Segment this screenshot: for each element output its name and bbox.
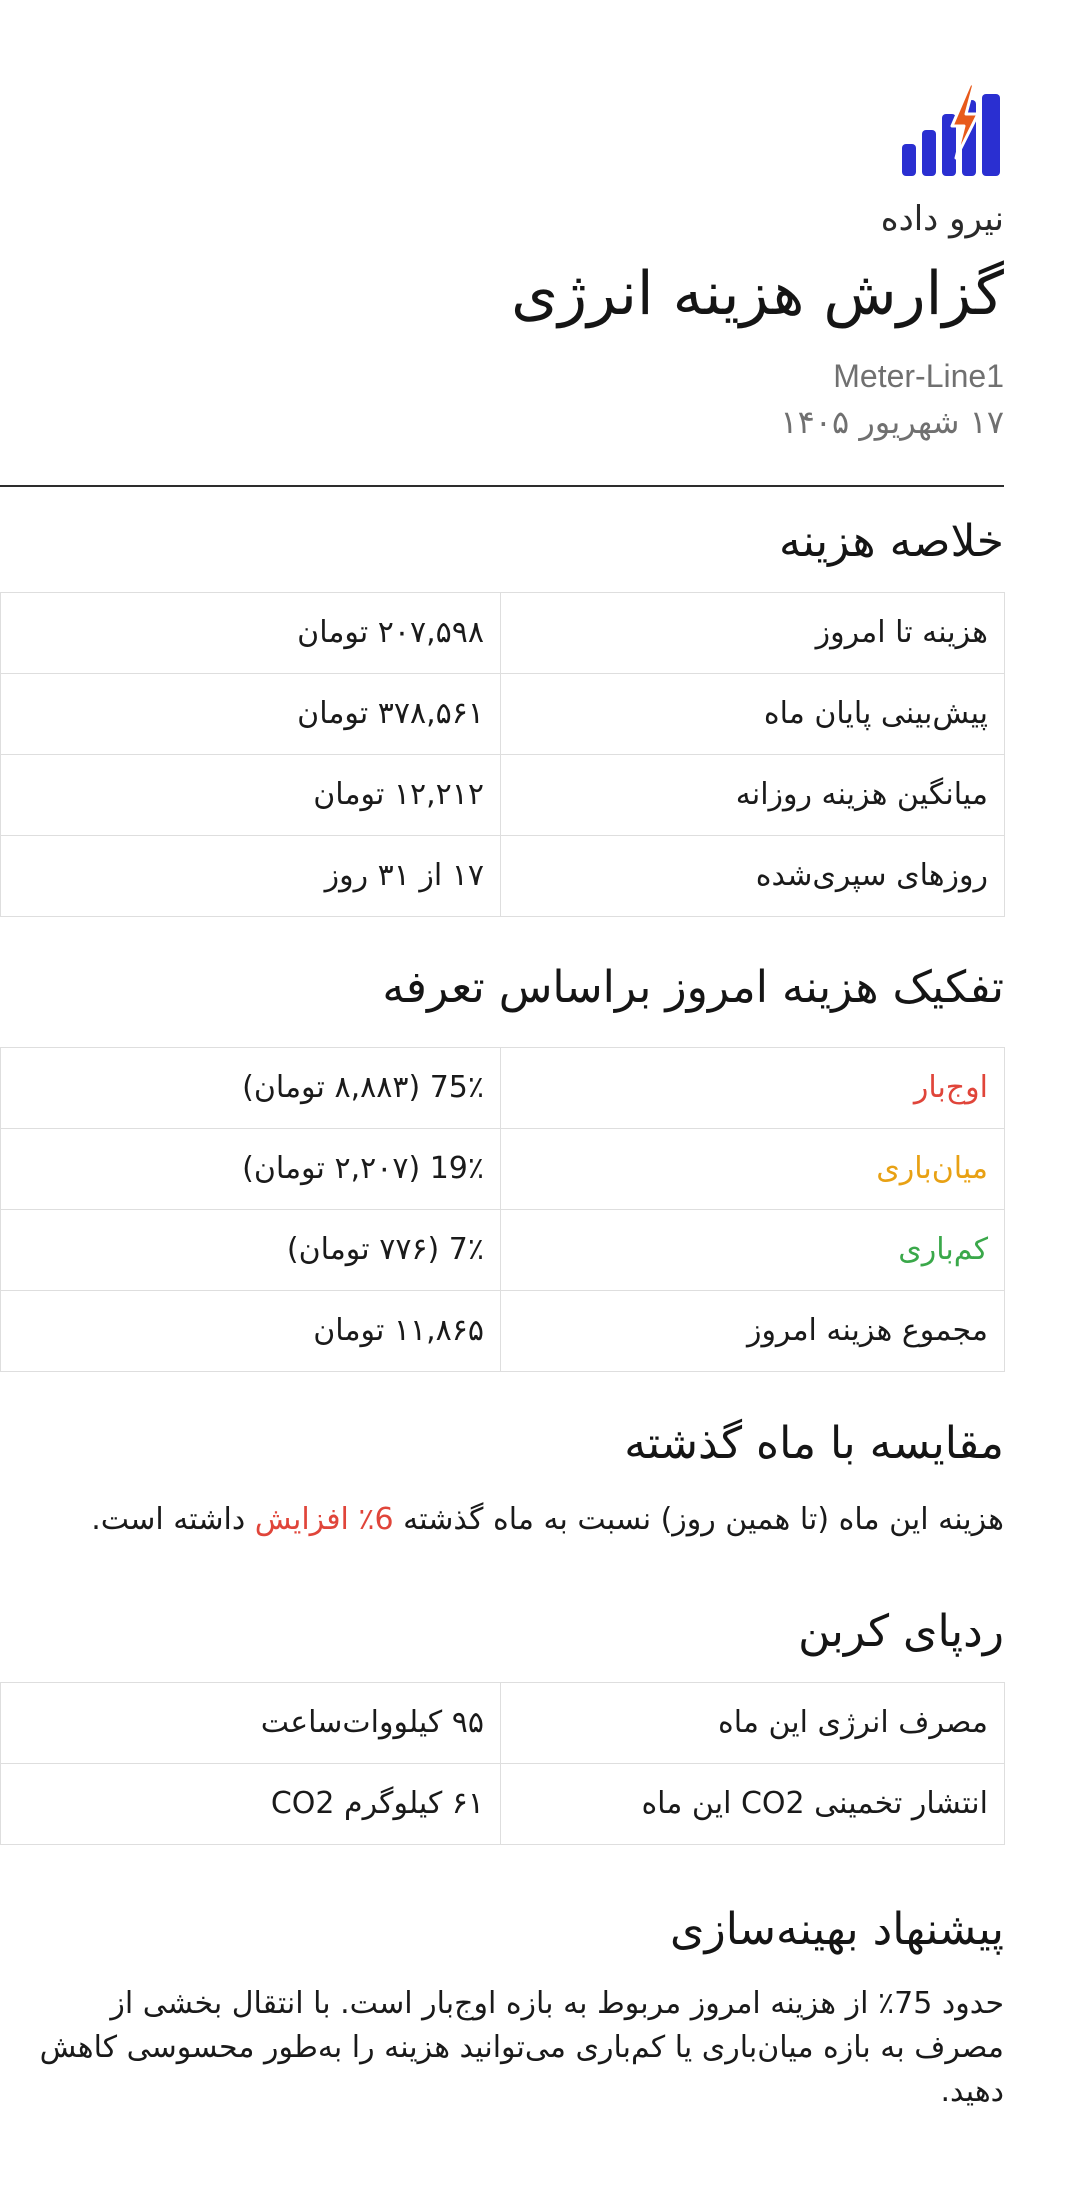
table-row	[1, 755, 1005, 836]
report-date: ۱۷ شهریور ۱۴۰۵	[780, 403, 1004, 441]
cost-summary-table	[0, 592, 1005, 917]
comparison-highlight: 6٪ افزایش	[254, 1502, 394, 1537]
comparison-text-after: داشته است.	[91, 1502, 255, 1537]
table-row	[1, 1291, 1005, 1372]
daily-average-label: میانگین هزینه روزانه	[501, 755, 1005, 836]
today-total-value: ۱۱,۸۶۵ تومان	[1, 1291, 501, 1372]
daily-average-value: ۱۲,۲۱۲ تومان	[1, 755, 501, 836]
days-elapsed-label: روزهای سپری‌شده	[501, 836, 1005, 917]
table-row	[1, 593, 1005, 674]
comparison-text	[0, 1498, 1004, 1542]
comparison-text-before: هزینه این ماه (تا همین روز) نسبت به ماه گذشته	[393, 1502, 1004, 1537]
report-header	[0, 82, 1004, 444]
table-row	[1, 836, 1005, 917]
low-tariff-label: کم‌باری	[501, 1210, 1005, 1291]
cost-summary-title: خلاصه هزینه	[779, 516, 1004, 567]
table-row	[1, 1129, 1005, 1210]
report-title: گزارش هزینه انرژی	[511, 259, 1004, 329]
mid-tariff-label: میان‌باری	[501, 1129, 1005, 1210]
meter-id: Meter-Line1	[833, 358, 1004, 394]
low-tariff-value: 7٪ (۷۷۶ تومان)	[1, 1210, 501, 1291]
tariff-breakdown-table	[0, 1047, 1005, 1372]
peak-tariff-label: اوج‌بار	[501, 1048, 1005, 1129]
cost-to-date-value: ۲۰۷,۵۹۸ تومان	[1, 593, 501, 674]
carbon-footprint-title: ردپای کربن	[798, 1606, 1004, 1657]
table-row	[1, 1683, 1005, 1764]
brand-name: نیرو داده	[880, 199, 1004, 239]
mid-tariff-value: 19٪ (۲,۲۰۷ تومان)	[1, 1129, 501, 1210]
month-end-forecast-value: ۳۷۸,۵۶۱ تومان	[1, 674, 501, 755]
header-divider	[0, 485, 1004, 487]
monthly-co2-value: ۶۱ کیلوگرم CO2	[1, 1764, 501, 1845]
monthly-co2-label: انتشار تخمینی CO2 این ماه	[501, 1764, 1005, 1845]
month-end-forecast-label: پیش‌بینی پایان ماه	[501, 674, 1005, 755]
monthly-energy-value: ۹۵ کیلووات‌ساعت	[1, 1683, 501, 1764]
energy-chart-logo-icon	[900, 82, 1004, 178]
cost-to-date-label: هزینه تا امروز	[501, 593, 1005, 674]
peak-tariff-value: 75٪ (۸,۸۸۳ تومان)	[1, 1048, 501, 1129]
table-row	[1, 674, 1005, 755]
monthly-energy-label: مصرف انرژی این ماه	[501, 1683, 1005, 1764]
optimization-title: پیشنهاد بهینه‌سازی	[670, 1904, 1004, 1955]
comparison-title: مقایسه با ماه گذشته	[624, 1418, 1004, 1469]
table-row	[1, 1210, 1005, 1291]
days-elapsed-value: ۱۷ از ۳۱ روز	[1, 836, 501, 917]
tariff-breakdown-title: تفکیک هزینه امروز براساس تعرفه	[382, 962, 1004, 1013]
optimization-text: حدود 75٪ از هزینه امروز مربوط به بازه اوج‌بار است. با انتقال بخشی از مصرف به بازه میان‌باری یا کم‌باری می‌توانید هزینه را به‌طور محسوسی کاهش دهید.	[39, 1986, 1004, 2109]
today-total-label: مجموع هزینه امروز	[501, 1291, 1005, 1372]
table-row	[1, 1048, 1005, 1129]
carbon-footprint-table	[0, 1682, 1005, 1845]
table-row	[1, 1764, 1005, 1845]
